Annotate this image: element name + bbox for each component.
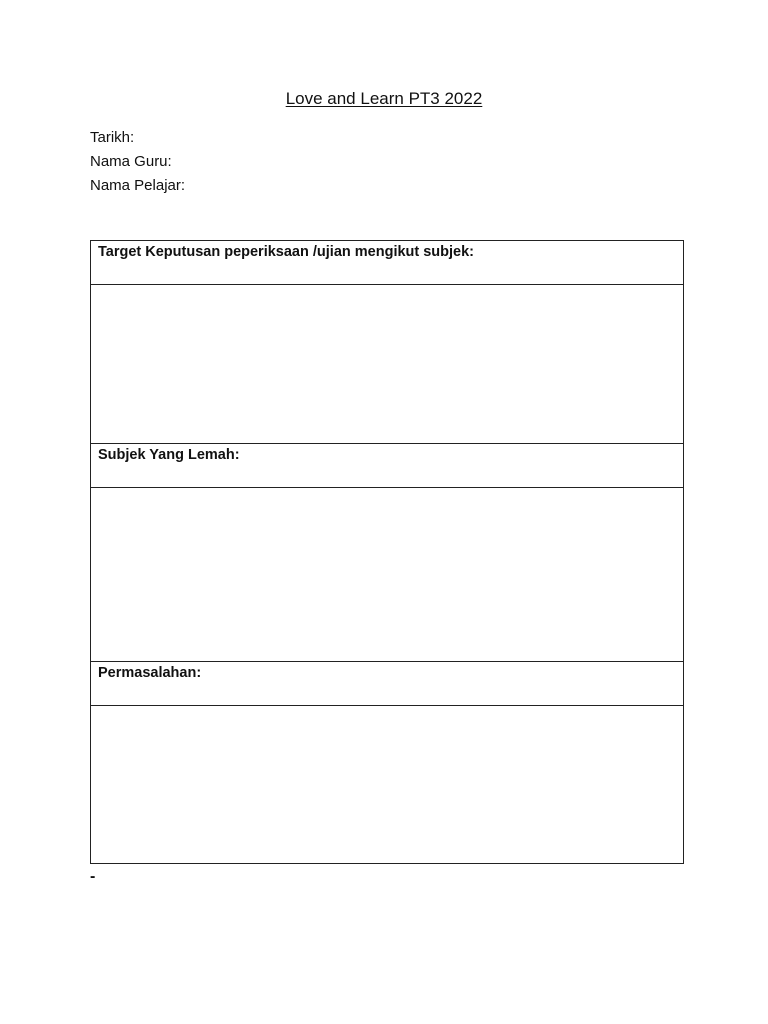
table-row (91, 662, 684, 706)
table-row (91, 488, 684, 662)
table-row (91, 285, 684, 444)
teacher-name-field-label: Nama Guru: (90, 153, 172, 170)
student-name-field-label: Nama Pelajar: (90, 177, 186, 194)
target-results-content[interactable] (91, 285, 684, 444)
problems-heading: Permasalahan: (91, 662, 684, 706)
header-fields (90, 126, 185, 198)
trailing-dash: - (90, 868, 96, 885)
weak-subjects-heading: Subjek Yang Lemah: (91, 444, 684, 488)
document-title: Love and Learn PT3 2022 (285, 89, 483, 108)
target-results-heading: Target Keputusan peperiksaan /ujian mengikut subjek: (91, 241, 684, 285)
form-table (90, 240, 684, 864)
date-field-label: Tarikh: (90, 129, 135, 146)
problems-content[interactable] (91, 706, 684, 864)
table-row (91, 706, 684, 864)
table-row (91, 241, 684, 285)
weak-subjects-content[interactable] (91, 488, 684, 662)
table-row (91, 444, 684, 488)
